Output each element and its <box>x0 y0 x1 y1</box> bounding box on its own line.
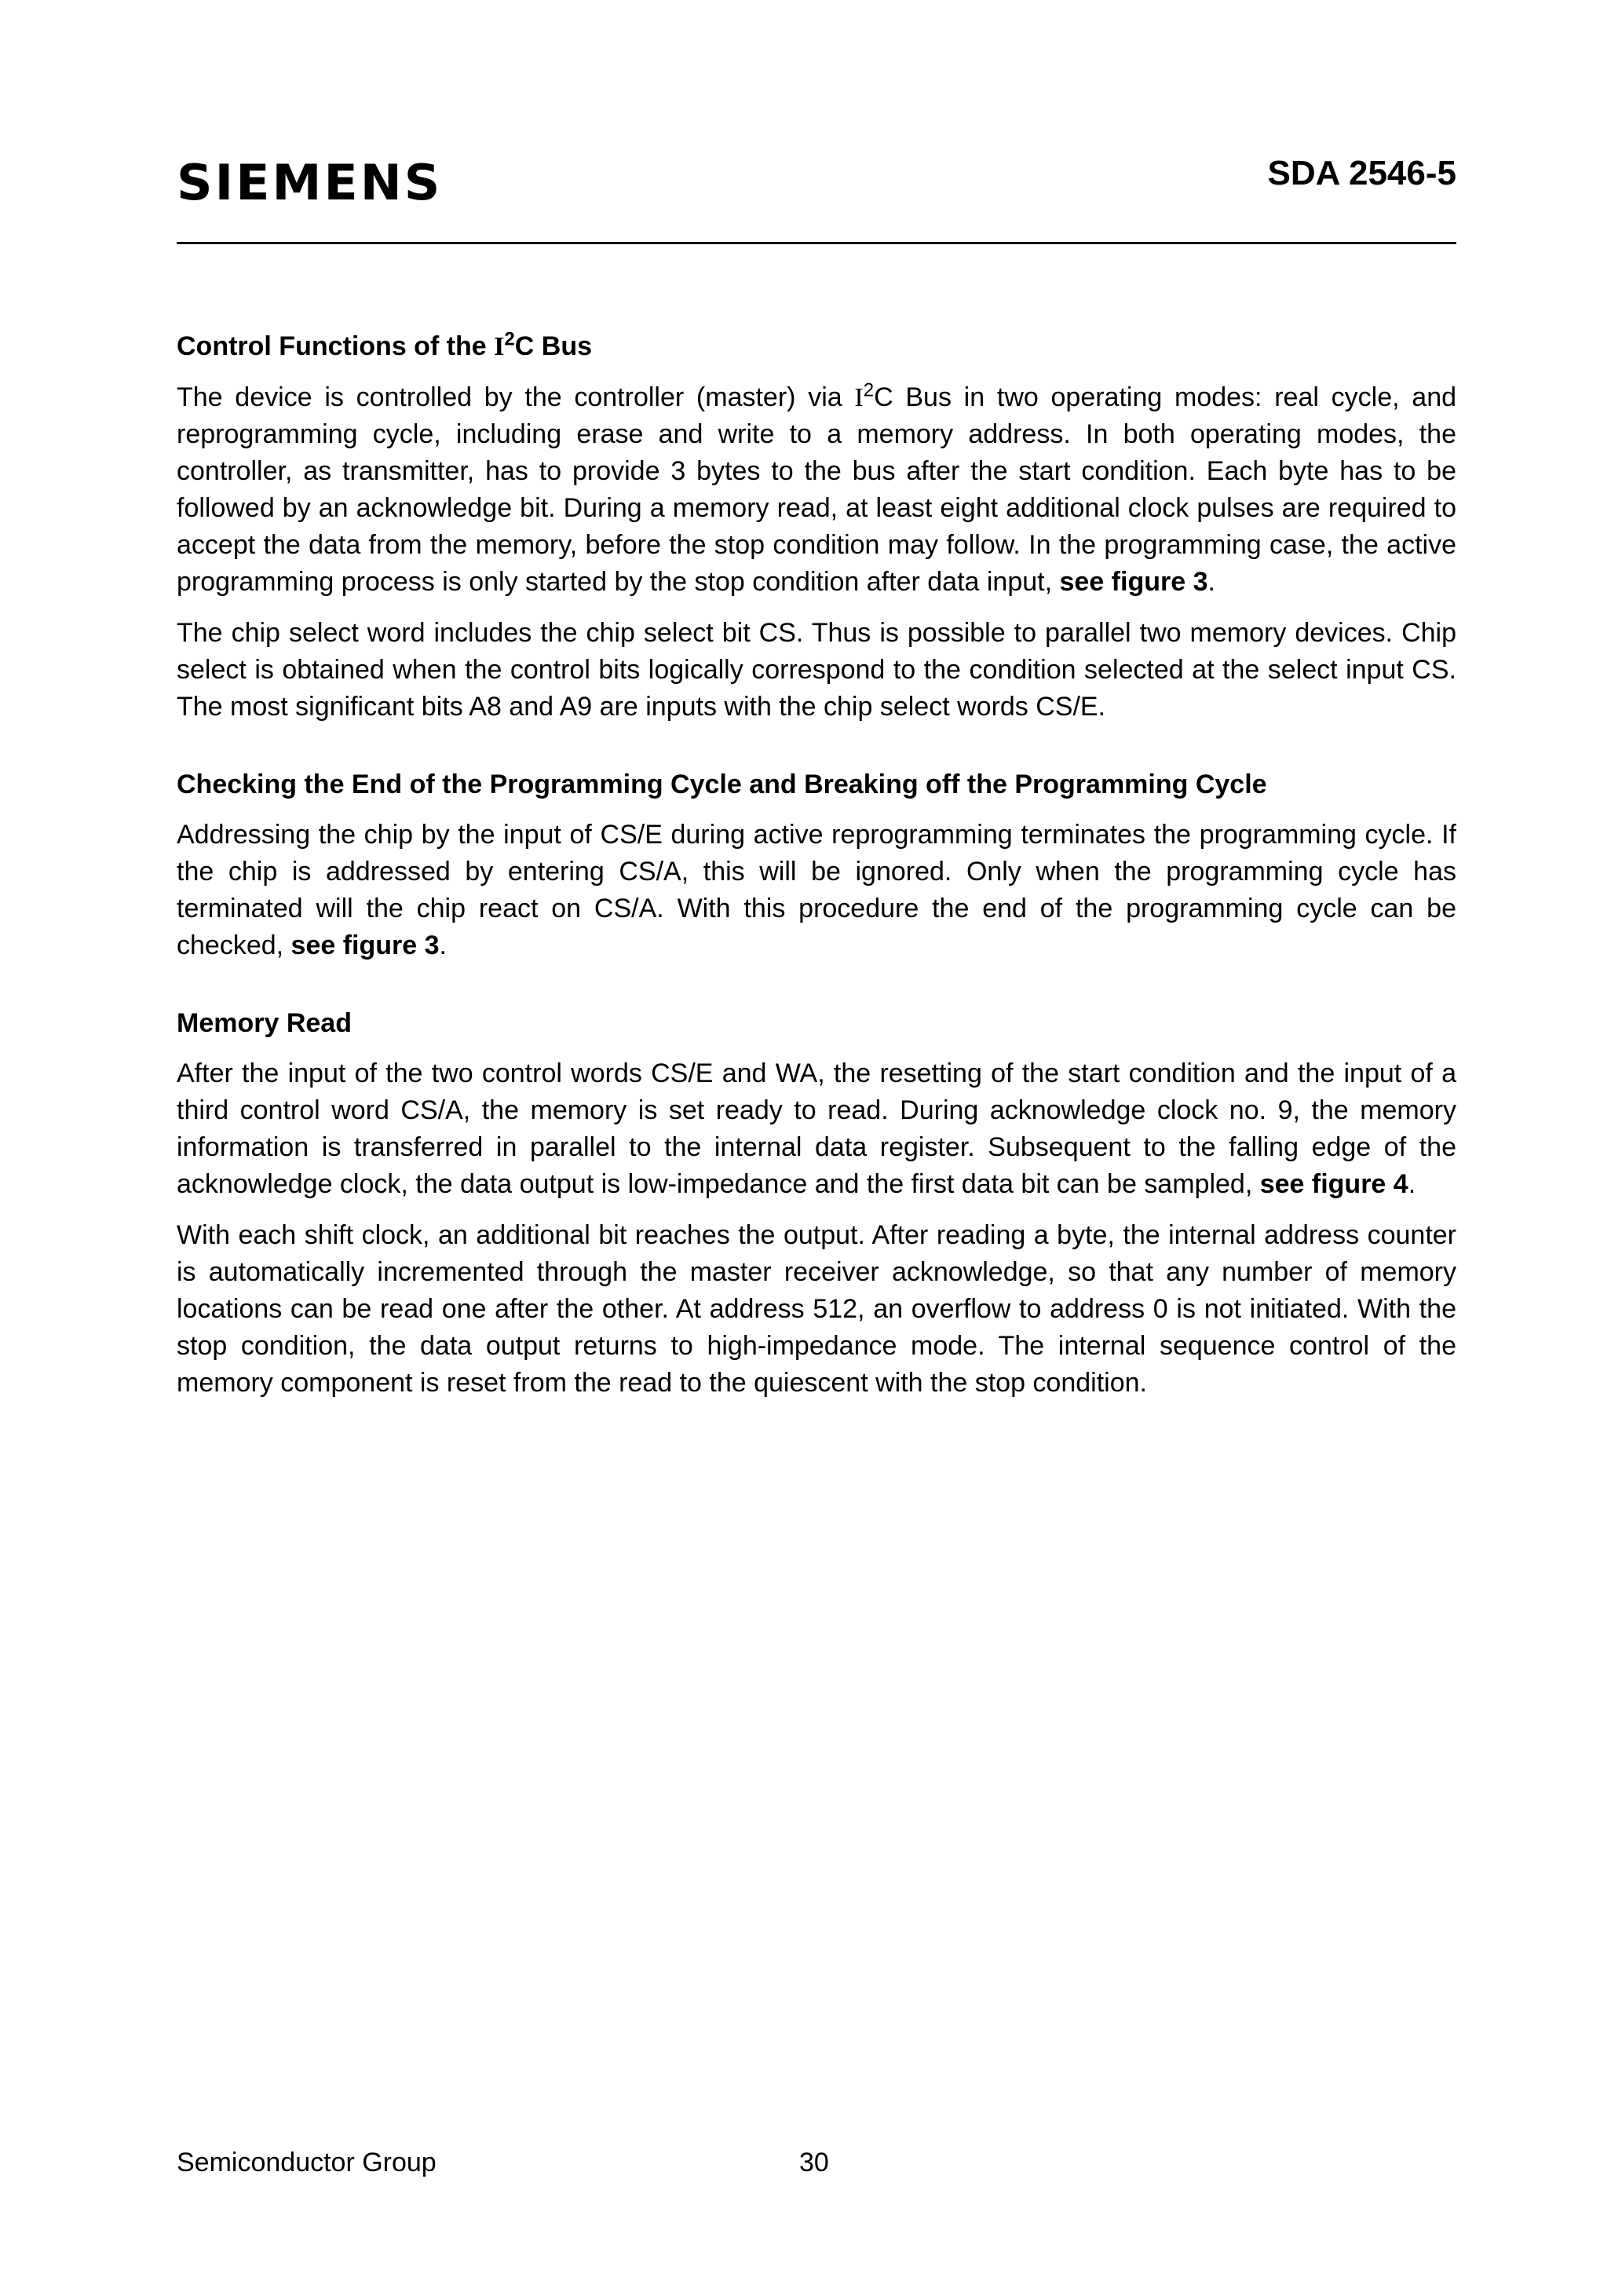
section-heading-memory-read: Memory Read <box>177 1008 352 1038</box>
section-heading-programming-cycle: Checking the End of the Programming Cycle and Breaking off the Programming Cycle <box>177 770 1267 799</box>
paragraph: With each shift clock, an additional bit reaches the output. After reading a byte, the internal address counter is automatically incremented through the master receiver acknowledge, so that any number of memory locations can be read one after the other. At address 512, an overflow to address 0 is not initiated. With the stop condition, the data output returns to high-impedance mode. The internal sequence control of the memory component is reset from the read to the quiescent with the stop condition. <box>177 1220 1456 1398</box>
paragraph <box>177 817 1456 964</box>
header-rule <box>177 242 1456 244</box>
figure-reference: see figure 3 <box>1059 567 1208 597</box>
paragraph-text: The device is controlled by the controller (master) via <box>177 382 855 412</box>
paragraph-text: C Bus in two operating modes: real cycle, and reprogramming cycle, including erase and write to a memory address. In both operating modes, the controller, as transmitter, has to provide 3 bytes to the bus after the start condition. Each byte has to be followed by an acknowledge bit. During a memory read, at least eight additional clock pulses are required to accept the data from the memory, before the stop condition may follow. In the programming case, the active programming process is only started by the stop condition after data input, <box>177 382 1457 597</box>
heading-i2c-sup: 2 <box>504 328 515 350</box>
paragraph-end: . <box>1408 1169 1416 1199</box>
document-id: SDA 2546-5 <box>1267 154 1456 192</box>
section-heading-control-functions <box>177 328 1456 365</box>
paragraph-end: . <box>1207 567 1215 597</box>
paragraph <box>177 379 1456 601</box>
figure-reference: see figure 3 <box>290 930 440 960</box>
paragraph <box>177 1055 1456 1203</box>
paragraph-text: Addressing the chip by the input of CS/E during active reprogramming terminates the programming cycle. If the chip is addressed by entering CS/A, this will be ignored. Only when the programming cycle has terminated will the chip react on CS/A. With this procedure the end of the programming cycle can be checked, <box>177 820 1456 960</box>
heading-text: Control Functions of the <box>177 331 495 361</box>
heading-i2c-i: I <box>494 332 505 361</box>
siemens-logo: SIEMENS <box>177 154 443 211</box>
paragraph-text: After the input of the two control words CS/E and WA, the resetting of the start condition and the input of a third control word CS/A, the memory is set ready to read. During acknowledge clock no. 9, the memory information is transferred in parallel to the internal data register. Subsequent to the falling edge of the acknowledge clock, the data output is low-impedance and the first data bit can be sampled, <box>177 1058 1456 1199</box>
i2c-sup: 2 <box>863 379 875 401</box>
heading-text: C Bus <box>514 331 592 361</box>
page-number: 30 <box>799 2148 829 2177</box>
page-content <box>177 328 1456 1416</box>
paragraph: The chip select word includes the chip select bit CS. Thus is possible to parallel two memory devices. Chip select is obtained when the control bits logically correspond to the condition selected at the select input CS. The most significant bits A8 and A9 are inputs with the chip select words CS/E. <box>177 618 1456 722</box>
footer-company: Semiconductor Group <box>177 2148 437 2177</box>
figure-reference: see figure 4 <box>1259 1169 1408 1199</box>
paragraph-end: . <box>439 930 447 960</box>
i2c-i: I <box>854 383 864 412</box>
